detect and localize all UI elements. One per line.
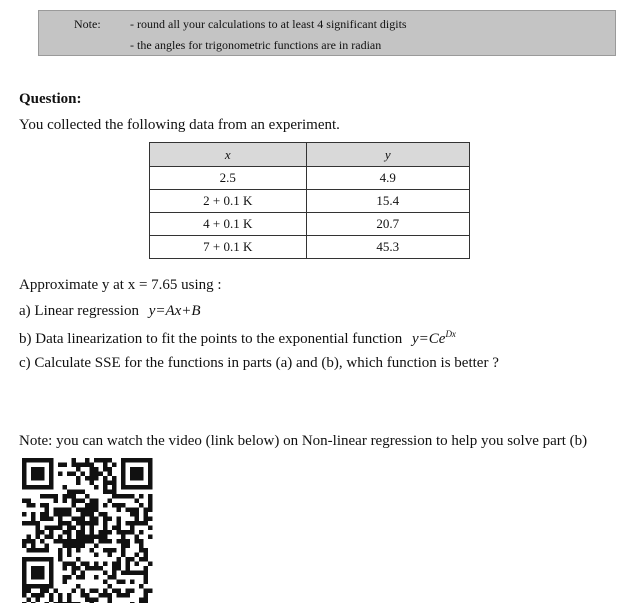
table-header-row (150, 143, 470, 167)
cell-x: 2 + 0.1 K (150, 190, 307, 213)
cell-y: 15.4 (306, 190, 470, 213)
cell-y: 4.9 (306, 167, 470, 190)
note-line-1: - round all your calculations to at least 4 significant digits (130, 17, 407, 31)
question-heading: Question: (19, 91, 82, 107)
task-a-text: a) Linear regression (19, 303, 139, 319)
video-note: Note: you can watch the video (link below) on Non-linear regression to help you solve part (b) (19, 433, 588, 449)
table-row (150, 236, 470, 259)
cell-x: 4 + 0.1 K (150, 213, 307, 236)
qr-code-graphic (22, 458, 156, 603)
header-y: y (306, 143, 470, 167)
approximate-line: Approximate y at x = 7.65 using : (19, 277, 222, 293)
exponential-formula-base: y=Ce (411, 331, 446, 347)
exponential-formula (412, 331, 456, 347)
question-intro: You collected the following data from an experiment. (19, 117, 340, 133)
cell-y: 20.7 (306, 213, 470, 236)
table-row (150, 167, 470, 190)
task-c: c) Calculate SSE for the functions in parts (a) and (b), which function is better ? (19, 355, 499, 371)
cell-y: 45.3 (306, 236, 470, 259)
note-line-2: - the angles for trigonometric functions are in radian (130, 38, 382, 52)
qr-code[interactable] (22, 458, 156, 603)
linear-formula: y=Ax+B (148, 303, 201, 319)
cell-x: 7 + 0.1 K (150, 236, 307, 259)
task-b-text: b) Data linearization to fit the points to the exponential function (19, 331, 403, 347)
header-x: x (150, 143, 307, 167)
note-label: Note: (74, 17, 101, 31)
table-row (150, 213, 470, 236)
task-a (19, 303, 201, 320)
data-table (149, 142, 470, 259)
cell-x: 2.5 (150, 167, 307, 190)
exponential-formula-exponent: Dx (445, 329, 456, 339)
task-b (19, 329, 456, 348)
table-row (150, 190, 470, 213)
note-box (38, 10, 616, 56)
